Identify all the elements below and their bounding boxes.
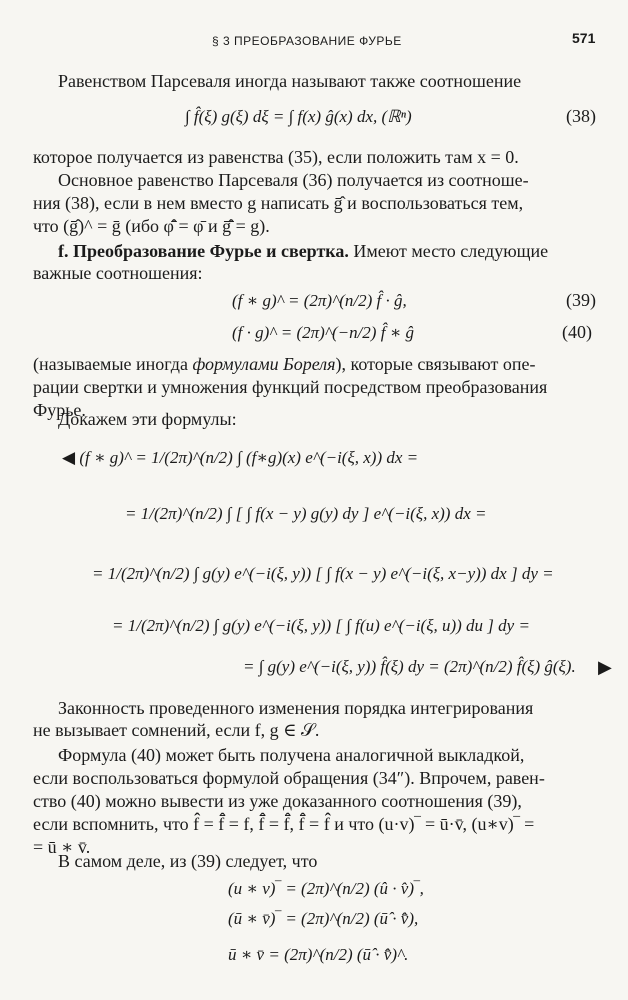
paragraph-line: ния (38), если в нем вместо g написать ḡ̂ и воспользоваться тем, bbox=[33, 193, 524, 213]
final-equation-1: (u ∗ v)‾ = (2π)^(n/2) (û · v̂)‾, bbox=[228, 879, 424, 898]
final-equation-3: ū ∗ v̄ = (2π)^(n/2) (ū̂ · v̄̂)^. bbox=[228, 945, 409, 964]
paragraph-line: что (ḡ̂)^ = ḡ (ибо φ̂̄ = φ̄ и ḡ̂̄ = g). bbox=[33, 216, 270, 236]
paragraph-line: важные соотношения: bbox=[33, 263, 203, 283]
proof-step-1: ◀ (f ∗ g)^ = 1/(2π)^(n/2) ∫ (f∗g)(x) e^(−i(ξ, x)) dx = bbox=[62, 448, 419, 467]
equation-38: ∫ f̂(ξ) g(ξ) dξ = ∫ f(x) ĝ(x) dx, (ℝⁿ) bbox=[185, 107, 412, 126]
running-header: § 3 ПРЕОБРАЗОВАНИЕ ФУРЬЕ bbox=[212, 34, 402, 48]
section-f-heading bbox=[58, 240, 548, 262]
paragraph-line: Формула (40) может быть получена аналогичной выкладкой, bbox=[58, 745, 525, 765]
paragraph-prove: Докажем эти формулы: bbox=[58, 409, 237, 429]
equation-38-number: (38) bbox=[566, 106, 596, 126]
paragraph-line: = ū ∗ v̄. bbox=[33, 837, 91, 857]
proof-end-mark: ▶ bbox=[598, 657, 612, 677]
equation-40: (f · g)^ = (2π)^(−n/2) f̂ ∗ ĝ bbox=[232, 323, 414, 342]
paragraph-line: которое получается из равенства (35), если положить там x = 0. bbox=[33, 147, 519, 167]
section-f-rest: Имеют место следующие bbox=[353, 241, 549, 261]
proof-step-2: = 1/(2π)^(n/2) ∫ [ ∫ f(x − y) g(y) dy ] e^(−i(ξ, x)) dx = bbox=[125, 504, 487, 523]
emphasis-borel: формулами Бореля bbox=[192, 354, 336, 374]
section-f-label: f. Преобразование Фурье и свертка. bbox=[58, 241, 349, 261]
proof-step-5: = ∫ g(y) e^(−i(ξ, y)) f̂(ξ) dy = (2π)^(n/2) f̂(ξ) ĝ(ξ). bbox=[243, 657, 576, 676]
final-equation-2: (ū ∗ v̄)‾ = (2π)^(n/2) (ū̂ · v̄̂), bbox=[228, 909, 419, 928]
proof-step-3: = 1/(2π)^(n/2) ∫ g(y) e^(−i(ξ, y)) [ ∫ f(x − y) e^(−i(ξ, x−y)) dx ] dy = bbox=[92, 564, 554, 583]
paragraph-line: В самом деле, из (39) следует, что bbox=[58, 851, 318, 871]
paragraph-line: если воспользоваться формулой обращения (34″). Впрочем, равен- bbox=[33, 768, 545, 788]
paragraph-line: если вспомнить, что f̂̂ = f̂̄ = f, f̄̂̄ = f̄̂, f̂̄ = f̂̂ и что (u·v)‾ = ū·v̄, (u∗v)‾ = bbox=[33, 814, 535, 834]
paragraph-line: Фурье. bbox=[33, 400, 86, 420]
equation-39-number: (39) bbox=[566, 290, 596, 310]
text-run: (называемые иногда bbox=[33, 354, 188, 374]
paragraph-line: ство (40) можно вывести из уже доказанного соотношения (39), bbox=[33, 791, 522, 811]
proof-step-4: = 1/(2π)^(n/2) ∫ g(y) e^(−i(ξ, y)) [ ∫ f(u) e^(−i(ξ, u)) du ] dy = bbox=[112, 616, 530, 635]
page-number: 571 bbox=[572, 30, 596, 46]
paragraph-line bbox=[33, 353, 536, 375]
text-run: ), которые связывают опе- bbox=[335, 354, 536, 374]
equation-40-number: (40) bbox=[562, 322, 592, 342]
paragraph-parseval-intro: Равенством Парсеваля иногда называют также соотношение bbox=[58, 71, 522, 91]
paragraph-line: не вызывает сомнений, если f, g ∈ 𝒮. bbox=[33, 720, 320, 740]
equation-39: (f ∗ g)^ = (2π)^(n/2) f̂ · ĝ, bbox=[232, 291, 407, 310]
paragraph-line: Законность проведенного изменения порядка интегрирования bbox=[58, 698, 534, 718]
paragraph-line: рации свертки и умножения функций посредством преобразования bbox=[33, 377, 548, 397]
paragraph-line: Основное равенство Парсеваля (36) получается из соотноше- bbox=[58, 170, 529, 190]
